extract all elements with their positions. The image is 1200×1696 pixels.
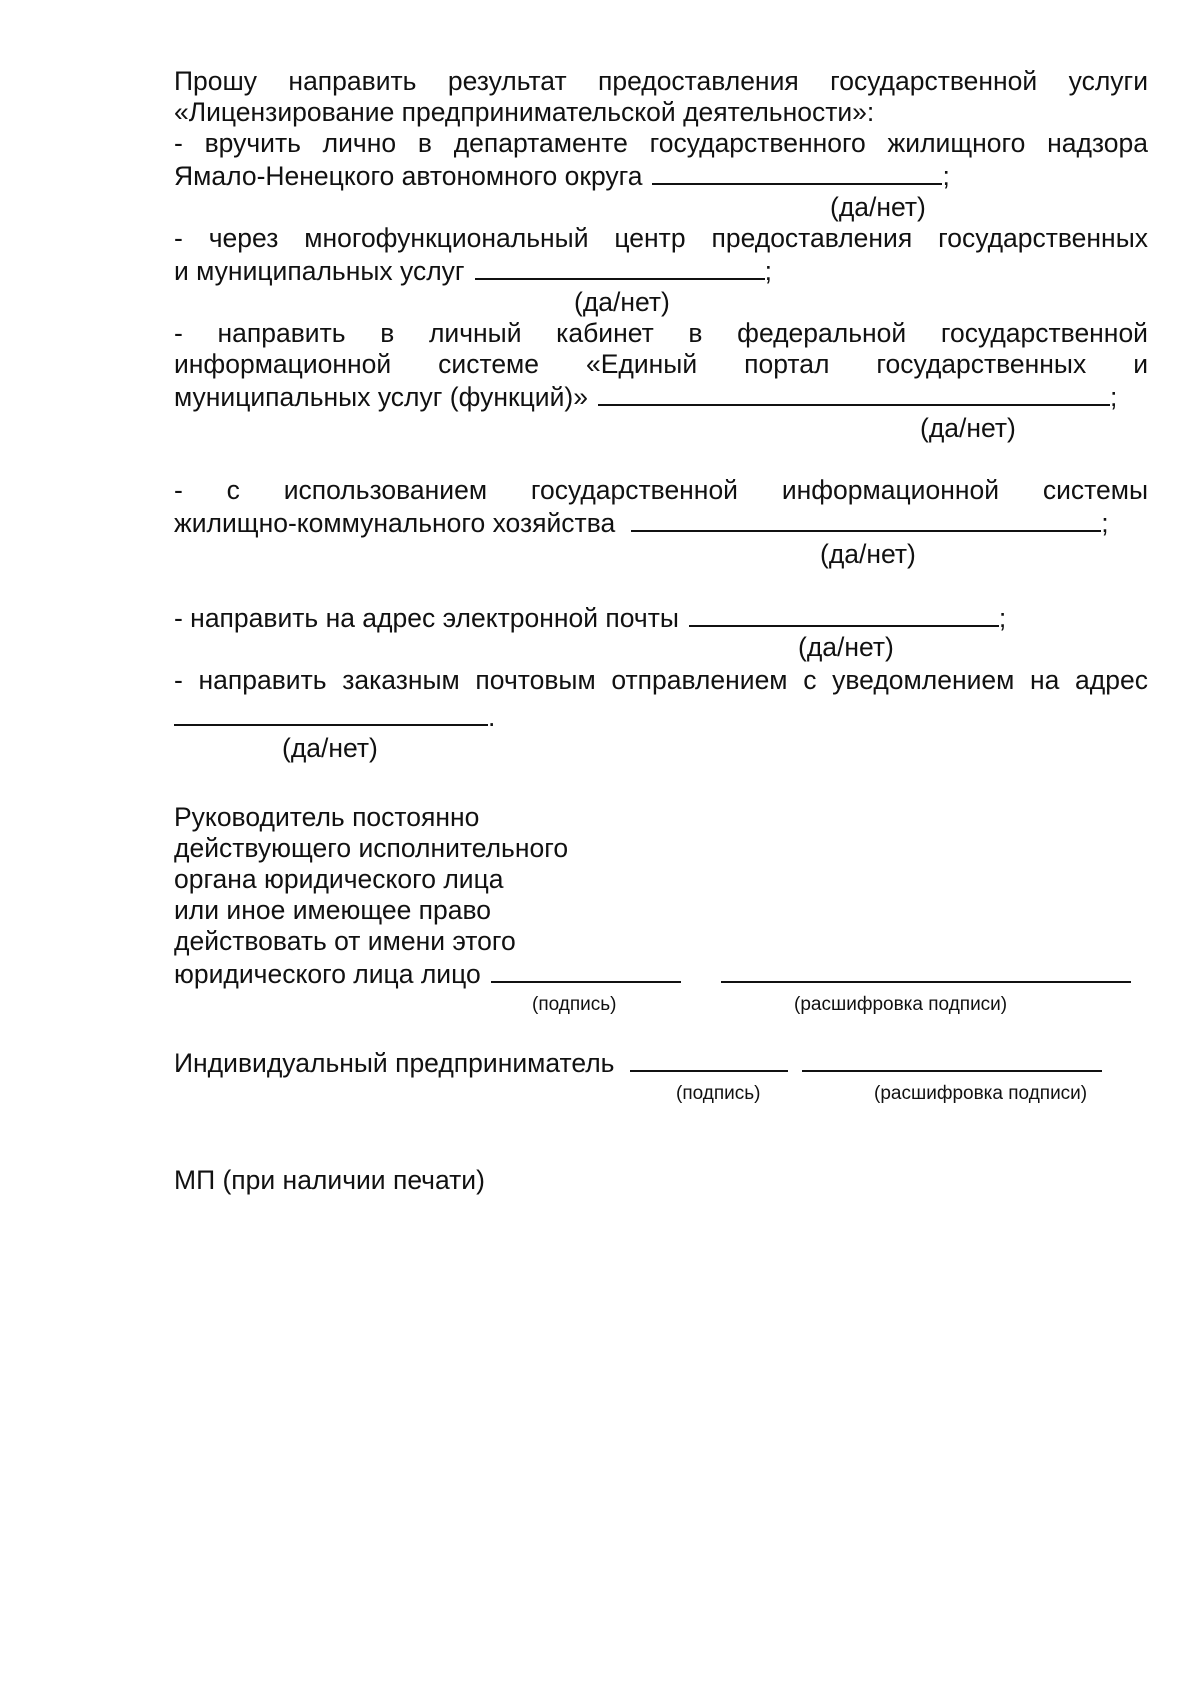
option-portal-hint: (да/нет) [920, 413, 1016, 443]
option-gis-line-1: - с использованием государственной информационной системы [174, 475, 1148, 505]
option-gis-hint-row [174, 539, 1148, 570]
option-mail-line-2 [174, 700, 1148, 733]
option-mfc-label: и муниципальных услуг [174, 256, 465, 286]
option-gis-label: жилищно-коммунального хозяйства [174, 508, 616, 538]
entrepreneur-label: Индивидуальный предприниматель [174, 1048, 615, 1078]
option-personal-label: Ямало-Ненецкого автономного округа [174, 161, 643, 191]
option-gis-end: ; [1101, 508, 1109, 538]
entrepreneur-decoding-hint: (расшифровка подписи) [874, 1083, 1088, 1104]
option-email-line-1 [174, 601, 1148, 634]
option-email-end: ; [998, 603, 1007, 633]
entrepreneur-signature-field[interactable] [630, 1046, 788, 1072]
option-mfc-line-2 [174, 254, 1148, 287]
option-email-hint: (да/нет) [798, 632, 894, 662]
option-portal-answer-field[interactable] [598, 380, 1110, 406]
option-email-hint-row [174, 634, 1148, 665]
option-portal-end: ; [1109, 382, 1118, 412]
head-label-line-3: органа юридического лица [174, 864, 504, 894]
option-gis-line-2 [174, 506, 1148, 539]
option-mail-line-1: - направить заказным почтовым отправлением с уведомлением на адрес [174, 665, 1148, 695]
option-personal-answer-field[interactable] [652, 159, 942, 185]
entrepreneur-decoding-field[interactable] [802, 1046, 1102, 1072]
option-gis-hint: (да/нет) [820, 539, 916, 569]
head-label-line-4: или иное имеющее право [174, 895, 492, 925]
option-portal-label: муниципальных услуг (функций)» [174, 382, 588, 412]
option-portal-line-2: информационной системе «Единый портал государственных и [174, 349, 1148, 379]
head-label-line-2: действующего исполнительного [174, 833, 569, 863]
option-mfc-hint-row [174, 287, 1148, 318]
option-mfc-answer-field[interactable] [475, 254, 765, 280]
head-signature-row [174, 957, 1148, 990]
intro-line-2: «Лицензирование предпринимательской деятельности»: [174, 97, 875, 127]
option-personal-hint-row [174, 192, 1148, 223]
option-personal-end: ; [942, 161, 950, 191]
option-mfc-end: ; [764, 256, 772, 286]
option-mail-end: . [488, 702, 496, 732]
entrepreneur-signature-hint: (подпись) [676, 1083, 761, 1104]
head-label-line-6: юридического лица лицо [174, 959, 481, 989]
option-mfc-hint: (да/нет) [574, 287, 670, 317]
head-decoding-hint: (расшифровка подписи) [794, 994, 1008, 1015]
option-portal-line-1: - направить в личный кабинет в федеральной государственной [174, 318, 1148, 348]
entrepreneur-hint-row [174, 1079, 1148, 1109]
option-portal-hint-row [174, 413, 1148, 444]
head-signature-block [174, 802, 1148, 1020]
option-mail-answer-field[interactable] [174, 700, 488, 726]
stamp-note: МП (при наличии печати) [174, 1165, 485, 1195]
option-email-answer-field[interactable] [689, 601, 999, 627]
option-gis-answer-field[interactable] [631, 506, 1101, 532]
option-personal-line-2 [174, 159, 1148, 192]
head-decoding-field[interactable] [721, 957, 1131, 983]
head-hint-row [174, 990, 1148, 1020]
head-signature-field[interactable] [491, 957, 681, 983]
option-portal-line-3 [174, 380, 1148, 413]
head-label-line-1: Руководитель постоянно [174, 802, 480, 832]
option-mfc-line-1: - через многофункциональный центр предоставления государственных [174, 223, 1148, 253]
option-personal-hint: (да/нет) [830, 192, 926, 222]
option-mail-hint: (да/нет) [282, 733, 378, 763]
head-label-line-5: действовать от имени этого [174, 926, 516, 956]
head-signature-hint: (подпись) [532, 994, 617, 1015]
application-form-page [174, 66, 1148, 1196]
entrepreneur-signature-row [174, 1046, 1148, 1079]
option-mail-hint-row [174, 733, 1148, 764]
option-email-label: - направить на адрес электронной почты [174, 603, 679, 633]
intro-line-1: Прошу направить результат предоставления государственной услуги [174, 66, 1148, 96]
option-personal-line-1: - вручить лично в департаменте государственного жилищного надзора [174, 128, 1148, 158]
